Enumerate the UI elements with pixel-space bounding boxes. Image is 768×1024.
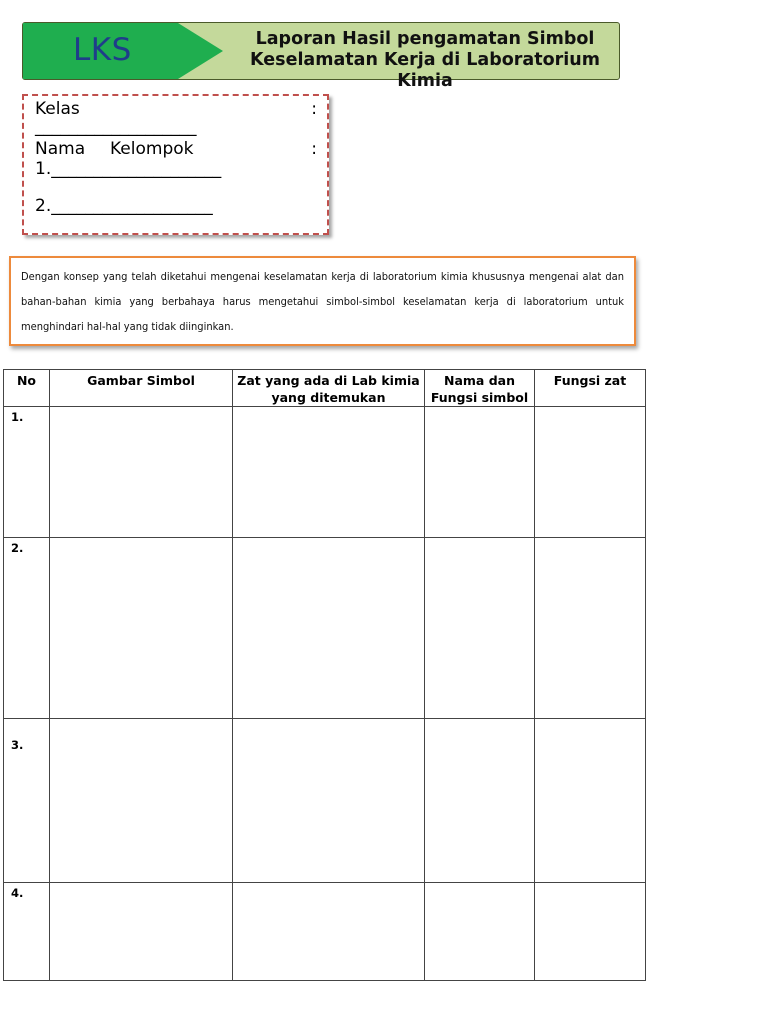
cell-nama-fungsi-simbol[interactable]: [425, 407, 535, 538]
cell-zat[interactable]: [233, 407, 425, 538]
member-2-blank[interactable]: 2.___________________: [35, 196, 213, 216]
member-1-blank[interactable]: 1.____________________: [35, 159, 222, 179]
header-fungsi-zat: Fungsi zat: [535, 370, 646, 407]
cell-fungsi-zat[interactable]: [535, 538, 646, 719]
cell-gambar-simbol[interactable]: [50, 719, 233, 883]
observation-table: [3, 369, 646, 981]
kelompok-label: Kelompok: [110, 139, 194, 159]
cell-fungsi-zat[interactable]: [535, 407, 646, 538]
kelas-colon: :: [311, 99, 317, 119]
identity-box: [22, 94, 329, 235]
cell-zat[interactable]: [233, 538, 425, 719]
intro-box: [9, 256, 636, 346]
cell-fungsi-zat[interactable]: [535, 719, 646, 883]
nama-colon: :: [311, 139, 317, 159]
cell-gambar-simbol[interactable]: [50, 407, 233, 538]
intro-text: Dengan konsep yang telah diketahui mengenai keselamatan kerja di laboratorium kimia khususnya mengenai alat dan bahan-bahan kimia yang berbahaya harus mengetahui simbol-simbol keselamatan kerja di laboratorium untuk menghindari hal-hal yang tidak diinginkan.: [21, 270, 624, 333]
table-row: [4, 883, 646, 981]
cell-zat[interactable]: [233, 883, 425, 981]
header-no: No: [4, 370, 50, 407]
cell-nama-fungsi-simbol[interactable]: [425, 538, 535, 719]
row-number: 2.: [4, 538, 50, 719]
lks-badge: LKS: [73, 32, 132, 68]
table-row: [4, 538, 646, 719]
cell-nama-fungsi-simbol[interactable]: [425, 719, 535, 883]
cell-zat[interactable]: [233, 719, 425, 883]
row-number: 4.: [4, 883, 50, 981]
table-row: [4, 719, 646, 883]
header-zat: Zat yang ada di Lab kimia yang ditemukan: [233, 370, 425, 407]
cell-nama-fungsi-simbol[interactable]: [425, 883, 535, 981]
kelas-blank[interactable]: ___________________: [35, 117, 197, 137]
header-nama-fungsi-simbol: Nama dan Fungsi simbol: [425, 370, 535, 407]
cell-gambar-simbol[interactable]: [50, 538, 233, 719]
table-row: [4, 407, 646, 538]
document-title: [231, 29, 619, 91]
title-line-1: Laporan Hasil pengamatan Simbol: [255, 29, 595, 49]
row-number: 1.: [4, 407, 50, 538]
table-header-row: [4, 370, 646, 407]
header-gambar-simbol: Gambar Simbol: [50, 370, 233, 407]
cell-fungsi-zat[interactable]: [535, 883, 646, 981]
header-banner: [22, 22, 620, 91]
nama-label: Nama: [35, 139, 86, 159]
row-number: 3.: [4, 719, 50, 883]
title-line-2: Keselamatan Kerja di Laboratorium: [250, 50, 600, 70]
kelas-label: Kelas: [35, 99, 80, 119]
title-line-3: Kimia: [397, 71, 453, 91]
cell-gambar-simbol[interactable]: [50, 883, 233, 981]
